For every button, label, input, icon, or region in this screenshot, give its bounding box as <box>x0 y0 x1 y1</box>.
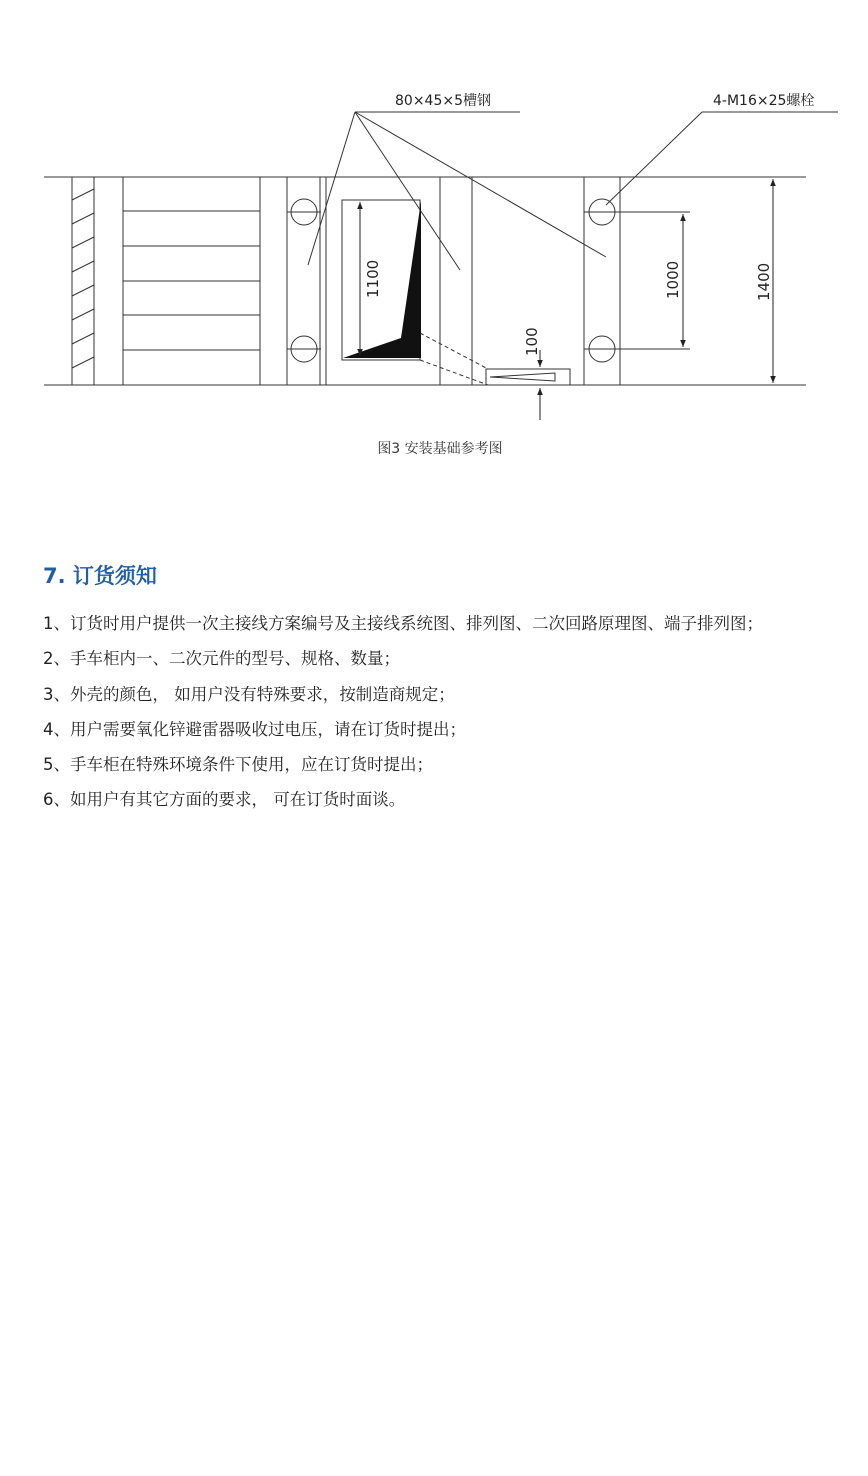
list-item: 3、外壳的颜色， 如用户没有特殊要求，按制造商规定； <box>43 684 455 704</box>
bolt-hole-left-bottom <box>287 336 321 362</box>
section-title: 7. 订货须知 <box>43 564 157 588</box>
channel-steel-label: 80×45×5槽钢 <box>395 93 491 109</box>
left-channel-section <box>72 177 287 385</box>
list-item: 2、手车柜内一、二次元件的型号、规格、数量； <box>43 649 400 669</box>
installation-foundation-diagram <box>0 0 868 470</box>
bolt-hole-right-bottom <box>584 336 690 362</box>
list-item: 4、用户需要氧化锌避雷器吸收过电压，请在订货时提出； <box>43 719 466 739</box>
leader-line <box>355 112 460 270</box>
leader-line <box>355 112 606 257</box>
figure-caption: 图3 安装基础参考图 <box>377 441 503 457</box>
bolt-hole-left-top <box>287 199 321 225</box>
order-notes-list <box>43 606 863 818</box>
list-item: 6、如用户有其它方面的要求， 可在订货时面谈。 <box>43 790 406 810</box>
list-item: 5、手车柜在特殊环境条件下使用，应在订货时提出； <box>43 755 433 775</box>
base-plate <box>486 369 570 385</box>
leader-line <box>606 112 702 205</box>
dim-label-1100: 1100 <box>364 259 382 298</box>
list-item: 1、订货时用户提供一次主接线方案编号及主接线系统图、排列图、二次回路原理图、端子排列图； <box>43 614 763 633</box>
door-swing-triangle <box>343 201 421 358</box>
dim-label-100: 100 <box>523 327 541 356</box>
leader-line <box>308 112 355 265</box>
bolt-spec-label: 4-M16×25螺栓 <box>713 93 815 109</box>
base-plate-wedge <box>490 373 555 381</box>
dim-label-1000: 1000 <box>664 260 682 299</box>
dim-label-1400: 1400 <box>755 262 773 301</box>
bolt-hole-right-top <box>584 199 690 225</box>
